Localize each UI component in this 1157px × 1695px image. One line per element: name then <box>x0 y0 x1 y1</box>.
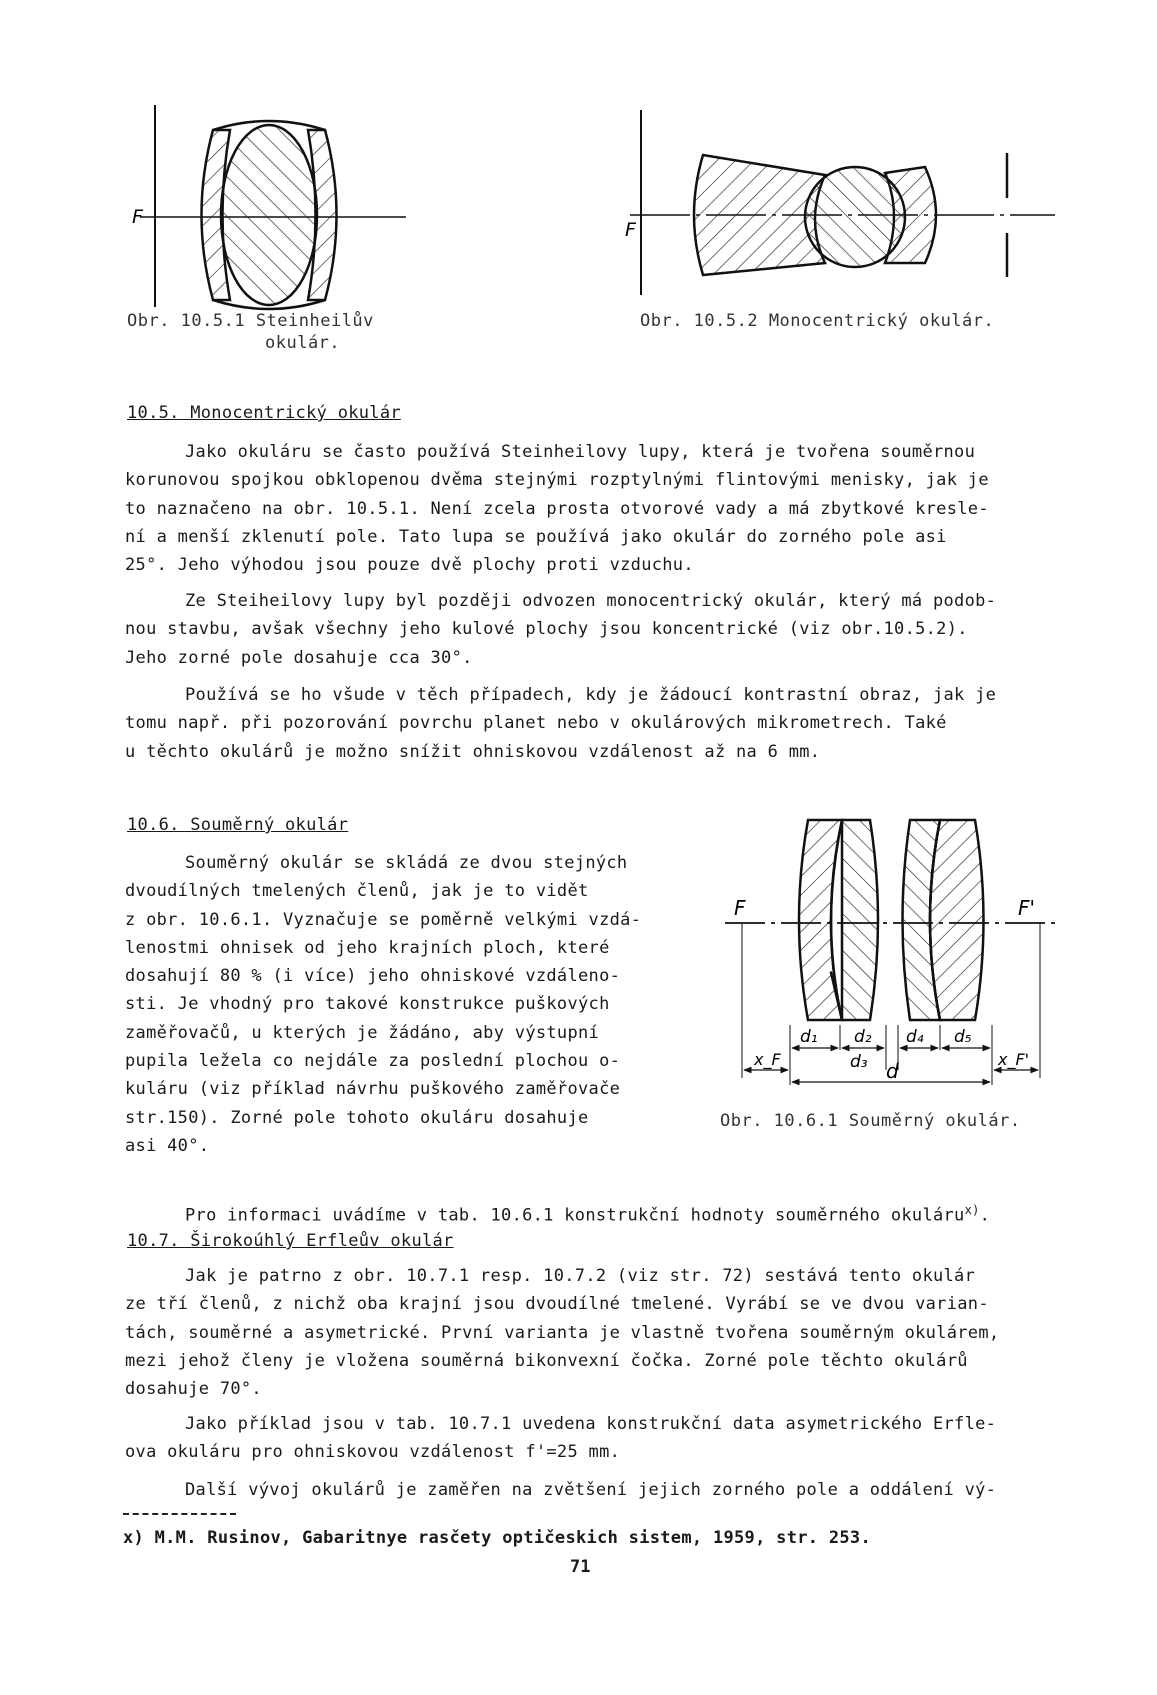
footnote: x) M.M. Rusinov, Gabaritnye rasčety optičeskich sistem, 1959, str. 253. <box>123 1528 871 1548</box>
paragraph-10-6-1: Souměrný okulár se skládá ze dvou stejných dvoudílných tmelených členů, jak je to vidět z obr. 10.6.1. Vyznačuje se poměrně velkými vzdá- lenostmi ohnisek od jeho krajních ploch, které dosahují 80 % (i více) jeho ohniskové vzdáleno- sti. Je vhodný pro takové konstrukce puškových zaměřovačů, u kterých je žádáno, aby výstupní pupila ležela co nejdále za poslední plochou o- kuláru (viz příklad návrhu puškového zaměřovače str.150). Zorné pole tohoto okuláru dosahuje asi 40°. <box>125 853 642 1156</box>
paragraph-10-6-2 <box>185 1168 990 1230</box>
dimension-label-d: d <box>886 1059 899 1083</box>
monocentric-center-lens <box>805 167 905 267</box>
dimension-label-d2: d₂ <box>854 1027 872 1047</box>
figure-monocentric-eyepiece <box>625 105 1065 300</box>
figure-caption-10-5-2: Obr. 10.5.2 Monocentrický okulár. <box>640 311 995 331</box>
paragraph-10-7-1: Jak je patrno z obr. 10.7.1 resp. 10.7.2 (viz str. 72) sestává tento okulár ze tří členů, z nichž oba krajní jsou dvoudílné tmelené. Vyrábí se ve dvou varian- tách, souměrné a asymetrické. První varianta je vlastně tvořena souměrným okulárem, mezi jehož členy je vložena souměrná bikonvexní čočka. Zorné pole těchto okulárů dosahuje 70°. <box>125 1266 1000 1400</box>
page-number: 71 <box>570 1557 591 1577</box>
dimension-label-d3: d₃ <box>850 1052 868 1072</box>
figure-caption-10-6-1: Obr. 10.6.1 Souměrný okulár. <box>720 1111 1021 1131</box>
focal-label-f: F <box>625 219 636 241</box>
figure-symmetric-eyepiece <box>720 810 1065 1110</box>
focal-label-f: F <box>132 206 143 228</box>
paragraph-10-5-3: Používá se ho všude v těch případech, kdy je žádoucí kontrastní obraz, jak je tomu např. při pozorování povrchu planet nebo v okulárových mikrometrech. Také u těchto okulárů je možno snížit ohniskovou vzdálenost až na 6 mm. <box>125 685 997 762</box>
section-heading-10-7: 10.7. Širokoúhlý Erfleův okulár <box>127 1231 454 1251</box>
footnote-separator <box>123 1513 236 1515</box>
paragraph-10-5-2: Ze Steiheilovy lupy byl později odvozen monocentrický okulár, který má podob- nou stavbu, avšak všechny jeho kulové plochy jsou koncentrické (viz obr.10.5.2). Jeho zorné pole dosahuje cca 30°. <box>125 591 997 668</box>
dimension-label-d4: d₄ <box>906 1027 924 1047</box>
paragraph-10-6-2-text: Pro informaci uvádíme v tab. 10.6.1 konstrukční hodnoty souměrného okuláru <box>185 1205 965 1226</box>
symmetric-lens-2-back <box>930 820 984 1020</box>
focal-label-f: F <box>734 896 746 920</box>
dimension-label-xf: x_F <box>754 1050 781 1069</box>
paragraph-10-5-1: Jako okuláru se často používá Steinheilovy lupy, která je tvořena souměrnou korunovou spojkou obklopenou dvěma stejnými rozptylnými flintovými menisky, jak je to naznačeno na obr. 10.5.1. Není zcela prosta otvorové vady a má zbytkové kresle- ní a menší zklenutí pole. Tato lupa se používá jako okulár do zorného pole asi 25°. Jeho výhodou jsou pouze dvě plochy proti vzduchu. <box>125 442 989 576</box>
footnote-marker: x) <box>964 1203 980 1218</box>
section-heading-10-5: 10.5. Monocentrický okulár <box>127 403 401 423</box>
focal-label-f-prime: F' <box>1018 896 1036 920</box>
paragraph-10-6-2-period: . <box>979 1205 991 1226</box>
figure-steinheil-eyepiece <box>130 100 410 315</box>
dimension-label-d5: d₅ <box>954 1027 972 1047</box>
paragraph-10-7-3: Další vývoj okulárů je zaměřen na zvětšení jejich zorného pole a oddálení vý- <box>185 1480 997 1500</box>
figure-caption-10-5-1: Obr. 10.5.1 Steinheilův <box>127 311 374 331</box>
symmetric-lens-1-back <box>831 820 878 1020</box>
steinheil-center-lens <box>221 125 317 305</box>
section-heading-10-6: 10.6. Souměrný okulár <box>127 815 349 835</box>
dimension-label-d1: d₁ <box>800 1027 818 1047</box>
figure-caption-10-5-1-cont: okulár. <box>265 333 341 353</box>
dimension-label-xf-prime: x_F' <box>998 1050 1030 1069</box>
paragraph-10-7-2: Jako příklad jsou v tab. 10.7.1 uvedena konstrukční data asymetrického Erfle- ova okuláru pro ohniskovou vzdálenost f'=25 mm. <box>125 1414 997 1463</box>
